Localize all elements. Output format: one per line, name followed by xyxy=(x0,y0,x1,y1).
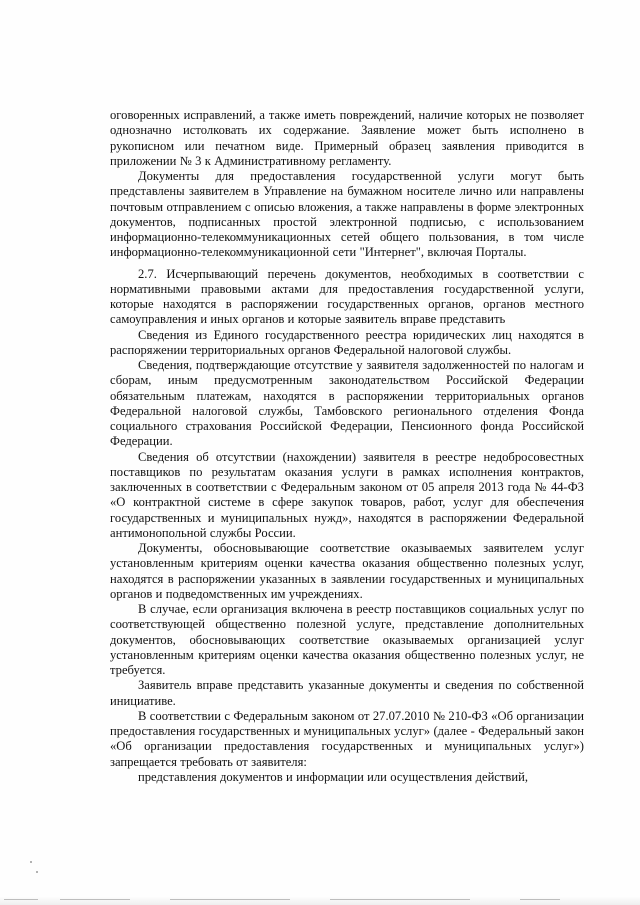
paragraph-quality-criteria: Документы, обосновывающие соответствие оказываемых заявителем услуг установленным критериям оценки качества оказания общественно полезных услуг, находятся в распоряжении указанных в заявлении государственных и муниципальных органов и подведомственных им учреждениях. xyxy=(110,541,584,601)
paragraph-own-initiative: Заявитель вправе представить указанные документы и сведения по собственной инициативе. xyxy=(110,678,584,708)
paragraph-unfair-suppliers: Сведения об отсутствии (нахождении) заявителя в реестре недобросовестных поставщиков по результатам оказания услуги в рамках исполнения контрактов, заключенных в соответствии с Федеральным законом от 05 апреля 2013 года № 44-ФЗ «О контрактной системе в сфере закупок товаров, работ, услуг для обеспечения государственных и муниципальных нужд», находятся в распоряжении Федеральной антимонопольной службы России. xyxy=(110,449,584,540)
scan-bottom-artifact xyxy=(520,899,560,900)
paragraph-egrul: Сведения из Единого государственного реестра юридических лиц находятся в распоряжении территориальных органов Федеральной налоговой службы. xyxy=(110,327,584,357)
paragraph-submission-methods: Документы для предоставления государственной услуги могут быть представлены заявителем в Управление на бумажном носителе лично или направлены почтовым отправлением с описью вложения, а также направлены в форме электронных документов, подписанных простой электронной подписью, с использованием информационно-телекоммуникационных сетей общего пользования, в том числе информационно-телекоммуникационной сети "Интернет", включая Порталы. xyxy=(110,169,584,260)
paragraph-social-registry: В случае, если организация включена в реестр поставщиков социальных услуг по соответствующей общественно полезной услуге, представление дополнительных документов, обосновывающих соответствие оказываемых организацией услуг установленным критериям оценки качества оказания общественно полезных услуг, не требуется. xyxy=(110,602,584,677)
paragraph-continuation: оговоренных исправлений, а также иметь повреждений, наличие которых не позволяет однозначно истолковать их содержание. Заявление может быть исполнено в рукописном или печатном виде. Примерный образец заявления приводится в приложении № 3 к Административному регламенту. xyxy=(110,108,584,168)
paragraph-federal-law-210: В соответствии с Федеральным законом от 27.07.2010 № 210-ФЗ «Об организации предоставления государственных и муниципальных услуг» (далее - Федеральный закон «Об организации предоставления государственных и муниципальных услуг») запрещается требовать от заявителя: xyxy=(110,708,584,769)
paragraph-tax-debts: Сведения, подтверждающие отсутствие у заявителя задолженностей по налогам и сборам, иным предусмотренным законодательством Российской Федерации обязательным платежам, находятся в распоряжении территориальных органов Федеральной налоговой службы, Тамбовского регионального отделения Фонда социального страхования Российской Федерации, Пенсионного фонда Российской Федерации. xyxy=(110,358,584,449)
section-2-7-heading: 2.7. Исчерпывающий перечень документов, необходимых в соответствии с нормативными правовыми актами для предоставления государственной услуги, которые находятся в распоряжении государственных органов, органов местного самоуправления и иных органов и которые заявитель вправе представить xyxy=(110,266,584,327)
scan-speck xyxy=(30,861,32,863)
document-body xyxy=(110,108,584,785)
scan-bottom-artifact xyxy=(4,899,38,900)
paragraph-prohibition-item: представления документов и информации или осуществления действий, xyxy=(138,769,528,784)
scan-bottom-artifact xyxy=(330,899,470,900)
scan-bottom-edge xyxy=(0,896,640,905)
scan-bottom-artifact xyxy=(170,899,290,900)
scan-bottom-artifact xyxy=(60,899,130,900)
scan-speck xyxy=(36,871,38,873)
